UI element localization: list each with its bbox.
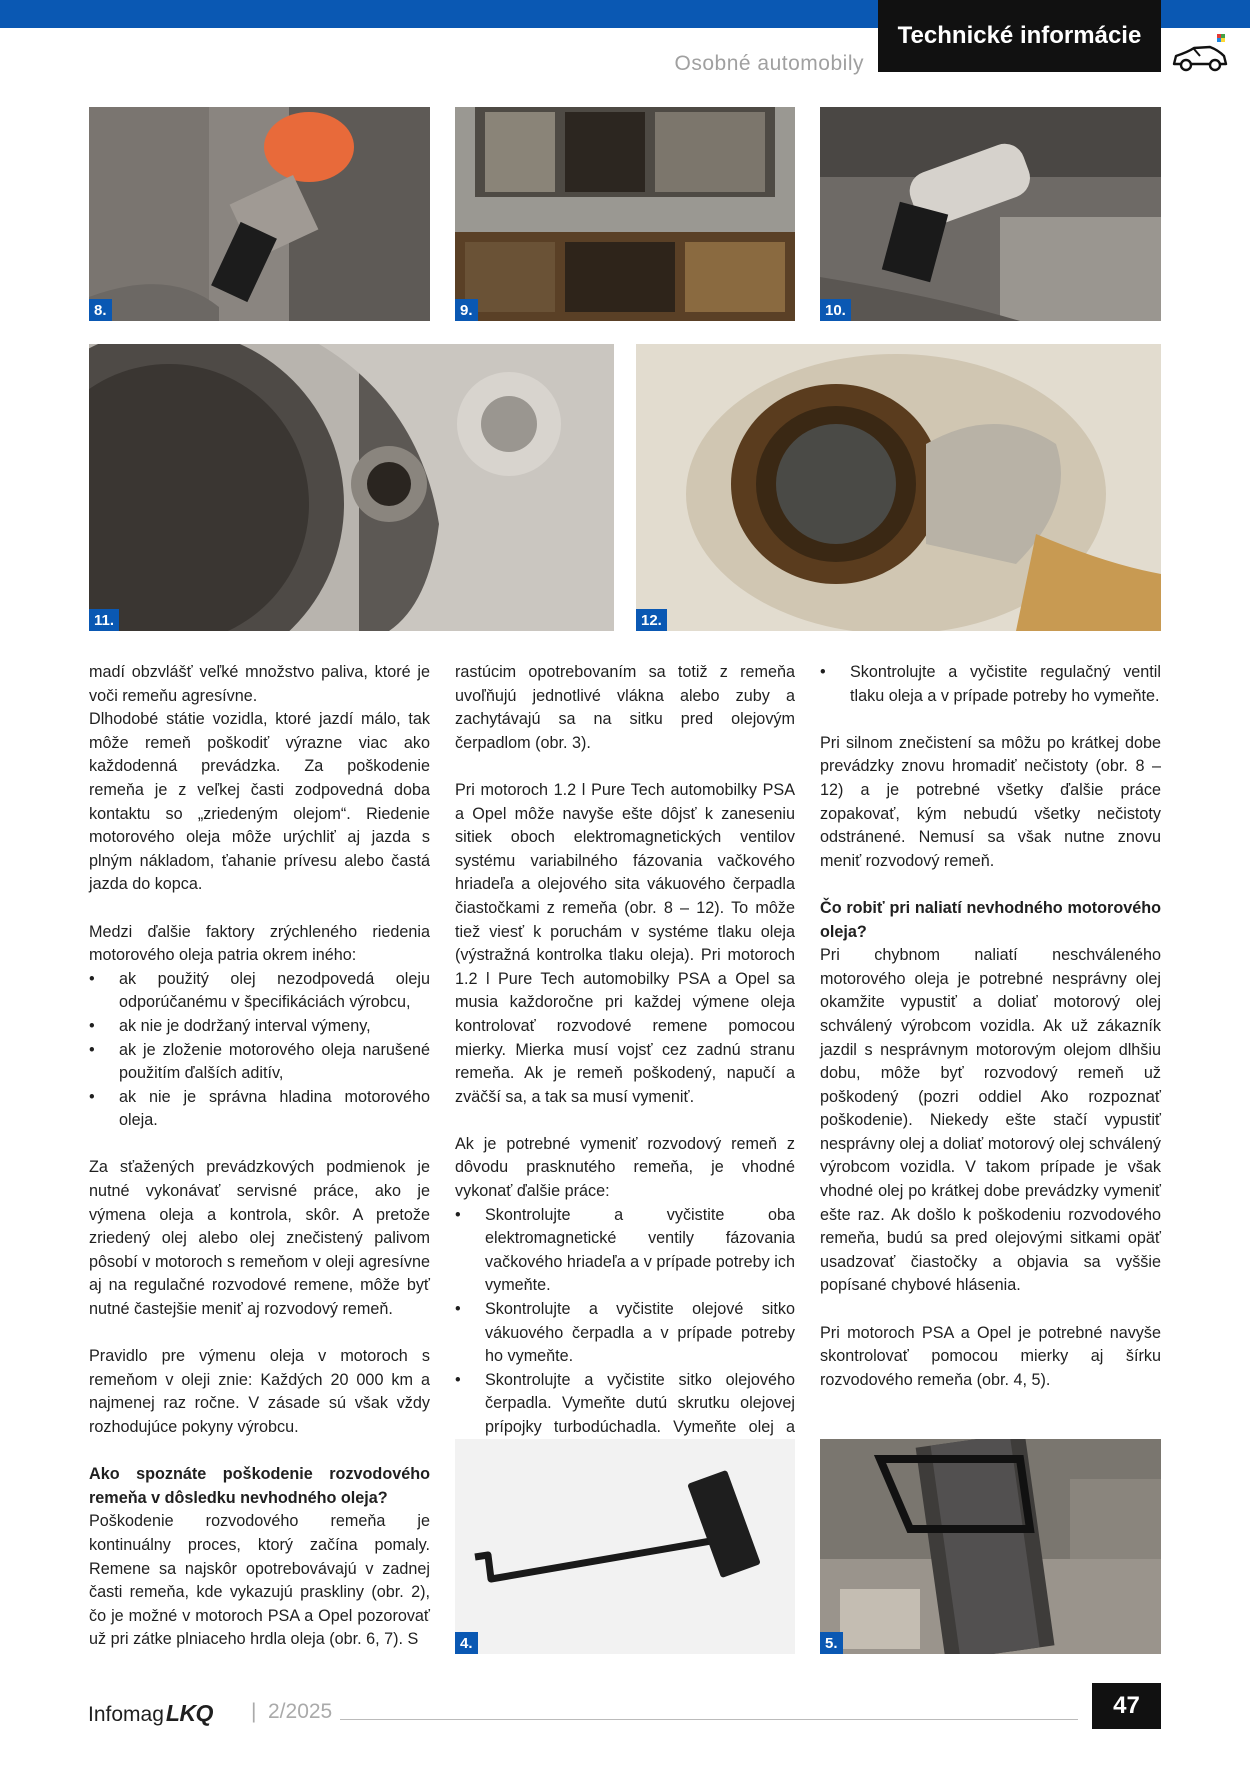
car-icon	[1170, 40, 1230, 74]
list-item: • Skontrolujte a vyčistite oba elektromagnetické ventily fázovania vačkového hriadeľa a v prípade potreby ich vymeňte.	[455, 1204, 795, 1298]
section-heading: Čo robiť pri naliatí nevhodného motorového oleja?	[820, 898, 1161, 941]
list-item: • ak je zloženie motorového oleja narušené použitím ďalších aditív,	[89, 1039, 430, 1086]
photo-10	[820, 107, 1161, 321]
paragraph: Za sťažených prevádzkových podmienok je nutné vykonávať servisné práce, ako je výmena oleja a kontrola, skôr. A pretože zriedený olej alebo olej znečistený palivom pôsobí v motoroch s remeňom v oleji agresívne aj na regulačné rozvodové remene, môže byť nutné častejšie meniť aj rozvodový remeň.	[89, 1158, 430, 1319]
bullet-list	[820, 661, 1161, 708]
bullet-list	[89, 968, 430, 1133]
footer-separator: |	[251, 1700, 257, 1723]
photo-label: 9.	[455, 299, 478, 321]
paragraph: Pravidlo pre výmenu oleja v motoroch s remeňom v oleji znie: Každých 20 000 km a najmenej raz ročne. V zásade sú však vždy rozhodujúce pokyny výrobcu.	[89, 1347, 430, 1436]
photo-11	[89, 344, 614, 631]
list-item: • ak nie je správna hladina motorového oleja.	[89, 1086, 430, 1133]
paragraph: Dlhodobé státie vozidla, ktoré jazdí málo, tak môže remeň poškodiť výrazne viac ako každodenná prevádzka. Za poškodenie remeňa je z veľkej časti zodpovedná doba kontaktu so „zriedeným olejom“. Riedenie motorového oleja môže urýchliť aj jazda s plným nákladom, ťahanie prívesu alebo častá jazda do kopca.	[89, 710, 430, 894]
section-title: Technické informácie	[878, 0, 1161, 72]
photo-12	[636, 344, 1161, 631]
paragraph: Ak je potrebné vymeniť rozvodový remeň z dôvodu prasknutého remeňa, je vhodné vykonať ďalšie práce:	[455, 1134, 795, 1201]
photo-9	[455, 107, 795, 321]
paragraph: Pri motoroch 1.2 l Pure Tech automobilky PSA a Opel môže navyše ešte dôjsť k zaneseniu sitiek oboch elektromagnetických ventilov systému variabilného fázovania vačkového hriadeľa a olejového sita vákuového čerpadla čiastočkami z remeňa (obr. 8 – 12). To môže tiež viesť k poruchám v systéme tlaku oleja (výstražná kontrolka tlaku oleja). Pri motoroch 1.2 l Pure Tech automobilky PSA a Opel sa musia každoročne pri každej výmene oleja kontrolovať rozvodové remene pomocou mierky. Mierka musí vojsť cez zadnú stranu remeňa. Ak je remeň poškodený, napučí a zväčší sa, a tak sa musí vymeniť.	[455, 780, 795, 1106]
paragraph: Pri motoroch PSA a Opel je potrebné navyše skontrolovať pomocou mierky aj šírku rozvodového remeňa (obr. 4, 5).	[820, 1323, 1161, 1389]
text-column-3	[820, 661, 1161, 1392]
section-heading: Ako spoznáte poškodenie rozvodového remeňa v dôsledku nevhodného oleja?	[89, 1465, 430, 1507]
text-column-1	[89, 661, 430, 1652]
issue-number: 2/2025	[268, 1700, 333, 1723]
photo-label: 5.	[820, 1632, 843, 1654]
paragraph: Poškodenie rozvodového remeňa je kontinuálny proces, ktorý začína pomaly. Remene sa najskôr opotrebovávajú v zadnej časti remeňa, kde vykazujú praskliny (obr. 2), čo je možné v motoroch PSA a Opel pozorovať už pri zátke plniaceho hrdla oleja (obr. 6, 7). S	[89, 1512, 430, 1649]
list-item: • Skontrolujte a vyčistite regulačný ventil tlaku oleja a v prípade potreby ho vymeňte.	[820, 661, 1161, 708]
photo-label: 12.	[636, 609, 667, 631]
footer-divider	[340, 1719, 1078, 1720]
photo-label: 10.	[820, 299, 851, 321]
paragraph: rastúcim opotrebovaním sa totiž z remeňa uvoľňujú jednotlivé vlákna alebo zuby a zachytávajú sa na sitku pred olejovým čerpadlom (obr. 3).	[455, 663, 795, 752]
bullet-list	[455, 1204, 795, 1464]
list-item: • Skontrolujte a vyčistite sitko olejového čerpadla. Vymeňte dutú skrutku olejovej prípojky turbodúchadla. Vymeňte olej a	[455, 1369, 795, 1463]
list-item: • ak použitý olej nezodpovedá oleju odporúčanému v špecifikáciách výrobcu,	[89, 968, 430, 1015]
photo-label: 4.	[455, 1632, 478, 1654]
brand-prefix: Infomag	[88, 1703, 164, 1726]
paragraph: Pri silnom znečistení sa môžu po krátkej dobe prevádzky znovu hromadiť nečistoty (obr. 8 – 12) a je potrebné všetky ďalšie práce zopakovať, kým nebudú všetky nečistoty odstránené. Nemusí sa však nutne znovu meniť rozvodový remeň.	[820, 733, 1161, 870]
page-subtitle: Osobné automobily	[674, 52, 864, 75]
list-item: • ak nie je dodržaný interval výmeny,	[89, 1015, 430, 1039]
footer-brand	[88, 1700, 213, 1727]
photo-4	[455, 1439, 795, 1654]
photo-label: 11.	[89, 609, 119, 631]
paragraph: madí obzvlášť veľké množstvo paliva, ktoré je voči remeňu agresívne.	[89, 663, 430, 705]
list-item: • Skontrolujte a vyčistite olejové sitko vákuového čerpadla a v prípade potreby ho vymeňte.	[455, 1298, 795, 1369]
photo-8	[89, 107, 430, 321]
paragraph: Pri chybnom naliatí neschváleného motorového oleja je potrebné nesprávny olej okamžite vypustiť a doliať motorový olej schválený výrobcom vozidla. Ak už zákazník jazdil s nesprávnym motorovým olejom dlhšiu dobu, môže byť rozvodový remeň už poškodený (pozri oddiel Ako rozpoznať poškodenie). Niekedy ešte stačí vypustiť nesprávny olej a doliať motorový olej schválený výrobcom vozidla. V takom prípade je však vhodné olej po krátkej dobe prevádzky vymeniť ešte raz. Ak došlo k poškodeniu rozvodového remeňa, budú sa pred olejovými sitkami opäť usadzovať čiastočky a objavia sa vyššie popísané chybové hlásenia.	[820, 946, 1161, 1295]
brand-logo: LKQ	[165, 1700, 213, 1726]
photo-5	[820, 1439, 1161, 1654]
text-column-2	[455, 661, 795, 1463]
page-number: 47	[1092, 1683, 1161, 1729]
photo-label: 8.	[89, 299, 112, 321]
paragraph: Medzi ďalšie faktory zrýchleného riedenia motorového oleja patria okrem iného:	[89, 922, 430, 965]
